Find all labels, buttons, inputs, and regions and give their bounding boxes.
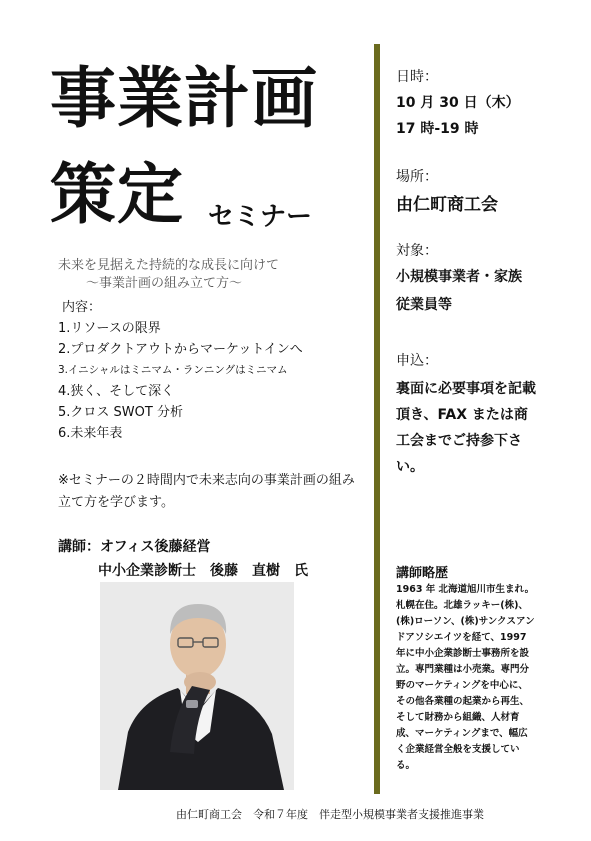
venue-label: 場所： xyxy=(396,169,438,185)
title-suffix: セミナー xyxy=(208,202,313,232)
list-item: 3.イニシャルはミニマム・ランニングはミニマム xyxy=(58,364,288,376)
footer-text: 由仁町商工会 令和７年度 伴走型小規模事業者支援推進事業 xyxy=(176,808,484,821)
title-line-1: 事業計画 xyxy=(50,60,318,137)
tagline xyxy=(58,257,358,293)
audience-line-1: 小規模事業者・家族 xyxy=(396,269,522,285)
seminar-note: ※セミナーの２時間内で未来志向の事業計画の組み立て方を学びます。 xyxy=(58,473,355,510)
list-item: 2.プロダクトアウトからマーケットインへ xyxy=(58,342,303,357)
contents-label: 内容： xyxy=(62,300,102,315)
lecturer-photo xyxy=(100,582,294,790)
bio-text: 1963 年 北海道旭川市生まれ。札幌在住。北雄ラッキー(株)、(株)ローソン、(株)サンクスアンドアソシエイツを経て、1997 年に中小企業診断士事務所を設立。専門業種は小売業。専門分野のマーケティングを中心に、その他各業種の起業から再生、そして財務から組織、人材育成、マーケティングまで、幅広く企業経営全般を支援している。 xyxy=(396,584,535,771)
apply-label: 申込： xyxy=(396,353,438,369)
apply-text: 裏面に必要事項を記載頂き、FAX または商工会までご持参下さい。 xyxy=(396,381,536,475)
audience-label: 対象： xyxy=(396,243,438,259)
list-item: 5.クロス SWOT 分析 xyxy=(58,405,183,420)
contents-list xyxy=(58,318,358,444)
list-item: 6.未来年表 xyxy=(58,426,123,441)
lecturer-office: ：オフィス後藤経営 xyxy=(86,539,211,555)
title-line-2: 策定 xyxy=(50,156,184,233)
lecturer-portrait-image xyxy=(100,582,294,790)
lecturer-label: 講師 xyxy=(58,539,86,555)
schedule-label: 日時： xyxy=(396,69,438,85)
tagline-line-1: 未来を見据えた持続的な成長に向けて xyxy=(58,258,280,273)
list-item: 4.狭く、そして深く xyxy=(58,384,175,399)
venue-value: 由仁町商工会 xyxy=(396,195,498,215)
list-item: 1.リソースの限界 xyxy=(58,321,161,336)
column-divider xyxy=(374,44,380,794)
lecturer-name: 中小企業診断士 後藤 直樹 氏 xyxy=(98,563,308,579)
schedule-time: 17 時-19 時 xyxy=(396,121,479,137)
audience-line-2: 従業員等 xyxy=(396,297,452,313)
schedule-date: 10 月 30 日（木） xyxy=(396,95,520,111)
lecturer-line xyxy=(58,536,210,556)
tagline-line-2: ～事業計画の組み立て方～ xyxy=(86,276,243,291)
bio-title: 講師略歴 xyxy=(396,566,449,581)
